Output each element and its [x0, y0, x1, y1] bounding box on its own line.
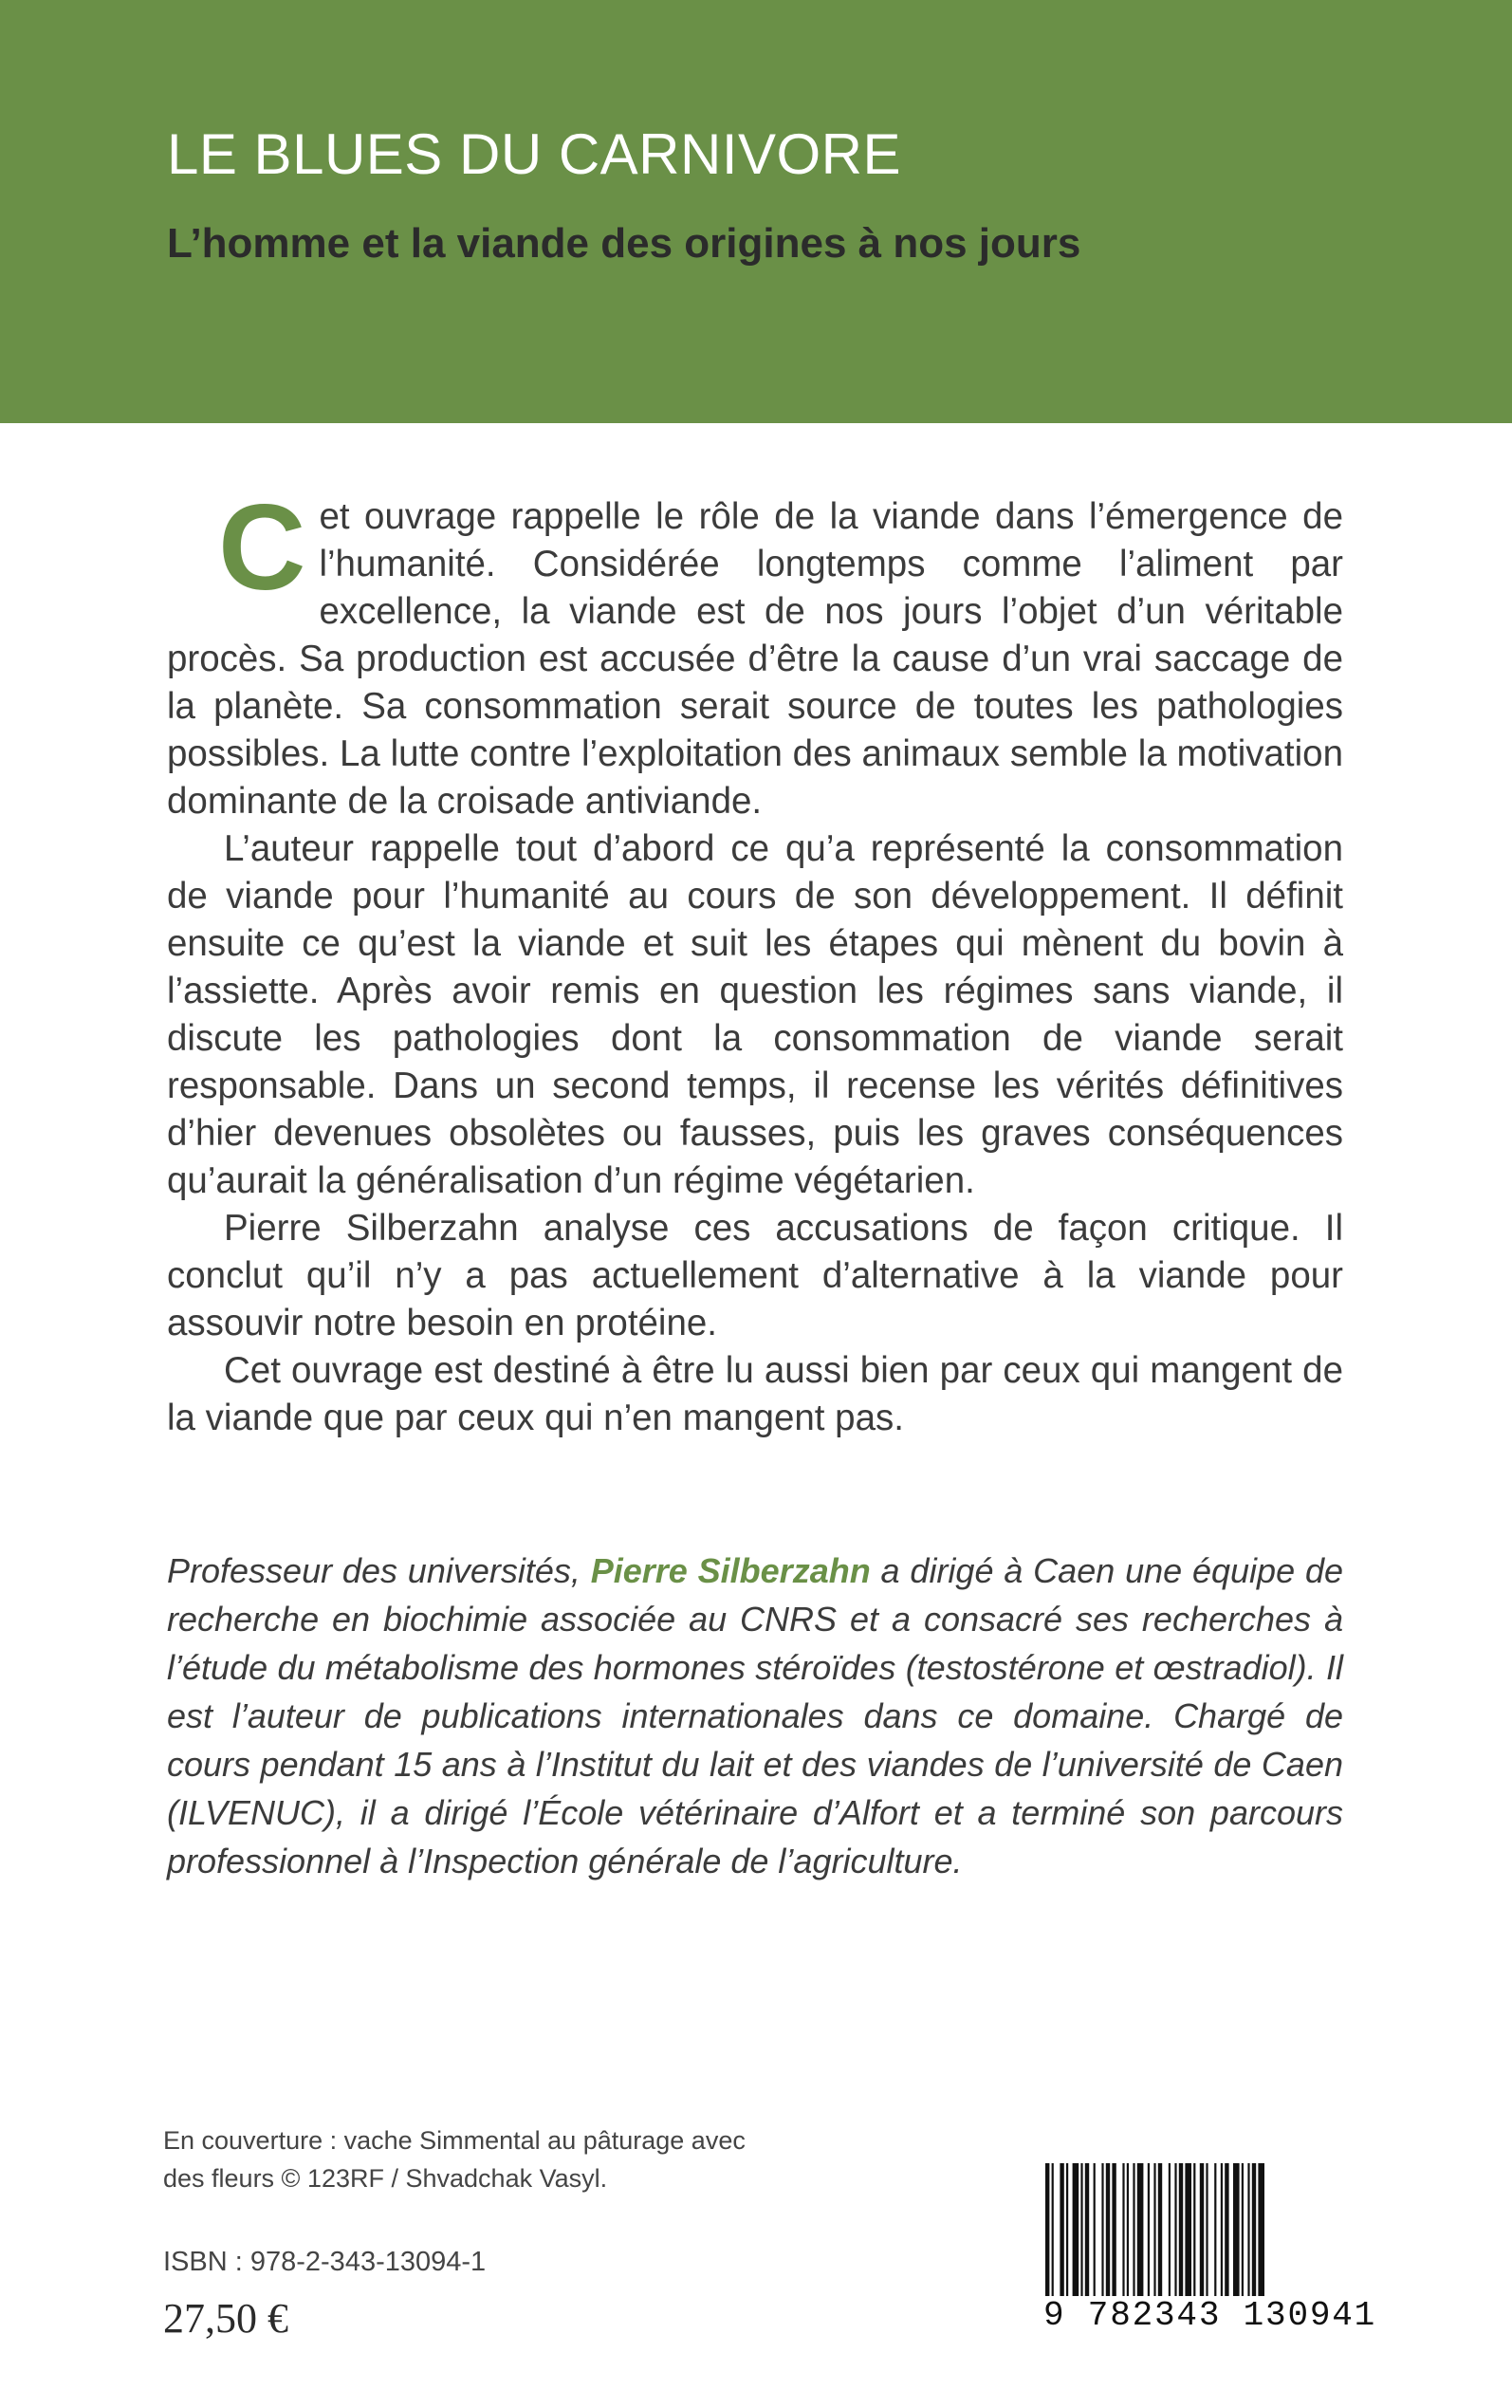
- cover-credit: En couverture : vache Simmental au pâturage avec des fleurs © 123RF / Shvadchak Vasyl.: [163, 2126, 746, 2193]
- book-title: LE BLUES DU CARNIVORE: [167, 122, 902, 186]
- blurb-paragraph-1: [167, 480, 1343, 825]
- bio-prefix: Professeur des universités,: [167, 1551, 591, 1590]
- drop-cap: C: [218, 480, 306, 616]
- isbn: ISBN : 978-2-343-13094-1: [163, 2247, 487, 2277]
- header-band: [0, 0, 1512, 423]
- author-name: Pierre Silberzahn: [590, 1551, 871, 1590]
- blurb-paragraph-4: Cet ouvrage est destiné à être lu aussi bien par ceux qui mangent de la viande que par ceux qui n’en mangent pas.: [167, 1350, 1343, 1438]
- bio-text: a dirigé à Caen une équipe de recherche en biochimie associée au CNRS et a consacré ses recherches à l’étude du métabolisme des hormones stéroïdes (testostérone et œstradiol). Il est l’auteur de publications internationales dans ce domaine. Chargé de cours pendant 15 ans à l’Institut du lait et des viandes de l’université de Caen (ILVENUC), il a dirigé l’École vétérinaire d’Alfort et a terminé son parcours professionnel à l’Inspection générale de l’agriculture.: [167, 1551, 1343, 1880]
- blurb-paragraph-2: L’auteur rappelle tout d’abord ce qu’a représenté la consommation de viande pour l’humanité au cours de son développement. Il définit ensuite ce qu’est la viande et suit les étapes qui mènent du bovin à l’assiette. Après avoir remis en question les régimes sans viande, il discute les pathologies dont la consommation de viande serait responsable. Dans un second temps, il recense les vérités définitives d’hier devenues obsolètes ou fausses, puis les graves conséquences qu’aurait la généralisation d’un régime végétarien.: [167, 828, 1343, 1201]
- barcode-number: 9 782343 130941: [1043, 2296, 1377, 2335]
- back-cover-blurb: [167, 480, 1343, 1442]
- author-bio: [167, 1547, 1343, 1885]
- blurb-paragraph-3: Pierre Silberzahn analyse ces accusations de façon critique. Il conclut qu’il n’y a pas actuellement d’alternative à la viande pour assouvir notre besoin en protéine.: [167, 1208, 1343, 1343]
- price: 27,50 €: [163, 2295, 288, 2342]
- blurb-paragraph-1-text: et ouvrage rappelle le rôle de la viande dans l’émergence de l’humanité. Considérée longtemps comme l’aliment par excellence, la viande est de nos jours l’objet d’un véritable procès. Sa production est accusée d’être la cause d’un vrai saccage de la planète. Sa consommation serait source de toutes les pathologies possibles. La lutte contre l’exploitation des animaux semble la motivation dominante de la croisade antiviande.: [167, 496, 1343, 822]
- book-subtitle: L’homme et la viande des origines à nos jours: [167, 220, 1081, 267]
